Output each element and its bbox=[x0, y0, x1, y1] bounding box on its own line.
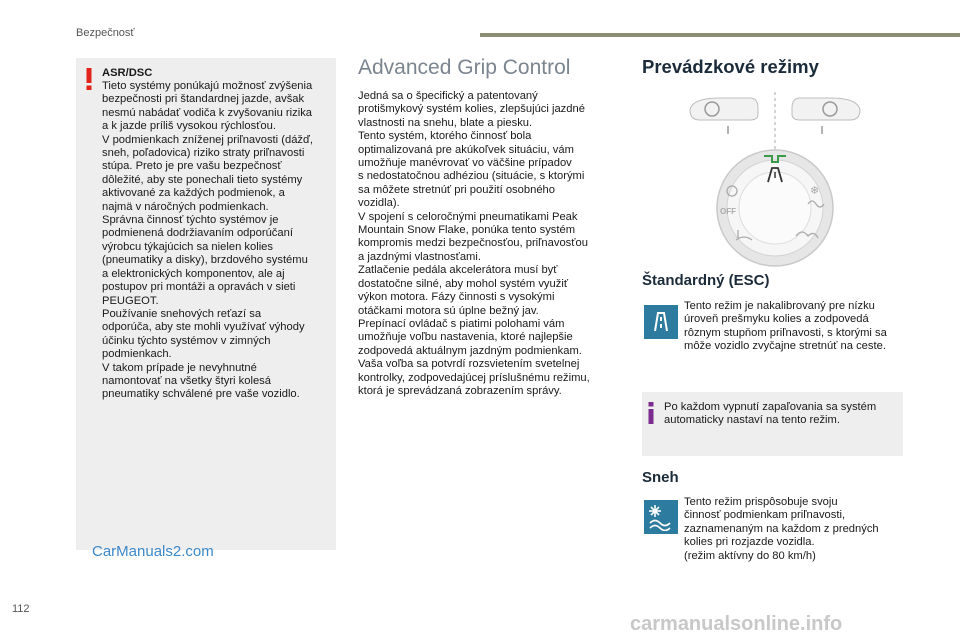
watermark-carmanuals2[interactable]: CarManuals2.com bbox=[92, 543, 214, 560]
snow-mode-description: Tento režim prispôsobuje svoju činnosť podmienkam priľnavosti, zaznamenaným na každom z predných kolies pri rozjazde vozidla. (režim aktívny do 80 km/h) bbox=[684, 496, 879, 562]
esc-mode-description: Tento režim je nakalibrovaný pre nízku úroveň prešmyku kolies a zodpovedá rôznym stupňom priľnavosti, s ktorými sa môže vozidlo zvyčajne stretnúť na ceste. bbox=[684, 300, 887, 353]
header-rule bbox=[480, 33, 960, 37]
warning-body: Tieto systémy ponúkajú možnosť zvýšenia bezpečnosti pri štandardnej jazde, avšak nesmú nabádať vodiča k zvyšovaniu rizika a k jazde príliš vysokou rýchlosťou. V podmienkach zníženej priľnavosti (dážď, sneh, poľadovica) riziko straty priľnavosti stúpa. Preto je pre vašu bezpečnosť dôležité, aby ste ponechali tieto systémy aktivované za každých podmienok, a najmä v náročných podmienkach. Správna činnosť týchto systémov je podmienená dodržiavaním odporúčaní výrobcu týkajúcich sa nielen kolies (pneumatiky a disky), brzdového systému a elektronických komponentov, ale aj postupov pri montáži a opravách v sieti PEUGEOT. Používanie snehových reťazí sa odporúča, aby ste mohli využívať výhody účinku týchto systémov v zimných podmienkach. V takom prípade je nevyhnutné namontovať na všetky štyri kolesá pneumatiky schválené pre vaše vozidlo. bbox=[102, 80, 314, 401]
snow-mode-icon bbox=[644, 500, 678, 534]
info-text: Po každom vypnutí zapaľovania sa systém automaticky nastaví na tento režim. bbox=[664, 401, 877, 427]
info-box bbox=[642, 392, 903, 456]
agc-title: Advanced Grip Control bbox=[358, 56, 571, 79]
exclamation-icon bbox=[85, 68, 93, 90]
page-number: 112 bbox=[12, 603, 30, 615]
warning-title: ASR/DSC bbox=[102, 67, 153, 79]
section-label: Bezpečnosť bbox=[76, 27, 135, 39]
snow-mode-title: Sneh bbox=[642, 469, 679, 486]
dial-off-label: OFF bbox=[720, 207, 736, 216]
mode-selector-dial-illustration bbox=[680, 90, 870, 270]
modes-title: Prevádzkové režimy bbox=[642, 56, 819, 77]
esc-mode-title: Štandardný (ESC) bbox=[642, 272, 770, 289]
svg-text:❄: ❄ bbox=[810, 184, 820, 197]
info-icon bbox=[648, 402, 654, 424]
agc-body: Jedná sa o špecifický a patentovaný protišmykový systém kolies, zlepšujúci jazdné vlastnosti na snehu, blate a piesku. Tento systém, ktorého činnosť bola optimalizovaná pre akúkoľvek situáciu, vám umožňuje manévrovať vo väčšine prípadov s nedostatočnou adhéziou (situácie, s ktorými sa môžete stretnúť pri použití osobného vozidla). V spojení s celoročnými pneumatikami Peak Mountain Snow Flake, ponúka tento systém kompromis medzi bezpečnosťou, priľnavosťou a jazdnými vlastnosťami. Zatlačenie pedála akcelerátora musí byť dostatočne silné, aby mohol systém využiť výkon motora. Fázy činnosti s vysokými otáčkami motora sú úplne bežný jav. Prepínací ovládač s piatimi polohami vám umožňuje voľbu nastavenia, ktoré najlepšie zodpovedá aktuálnym jazdným podmienkam. Vaša voľba sa potvrdí rozsvietením svetelnej kontrolky, zodpovedajúcej príslušnému režimu, ktorá je sprevádzaná zobrazením správy. bbox=[358, 90, 590, 397]
road-mode-icon bbox=[644, 305, 678, 339]
watermark-carmanualsonline[interactable]: carmanualsonline.info bbox=[630, 613, 843, 635]
warning-box bbox=[76, 58, 336, 550]
